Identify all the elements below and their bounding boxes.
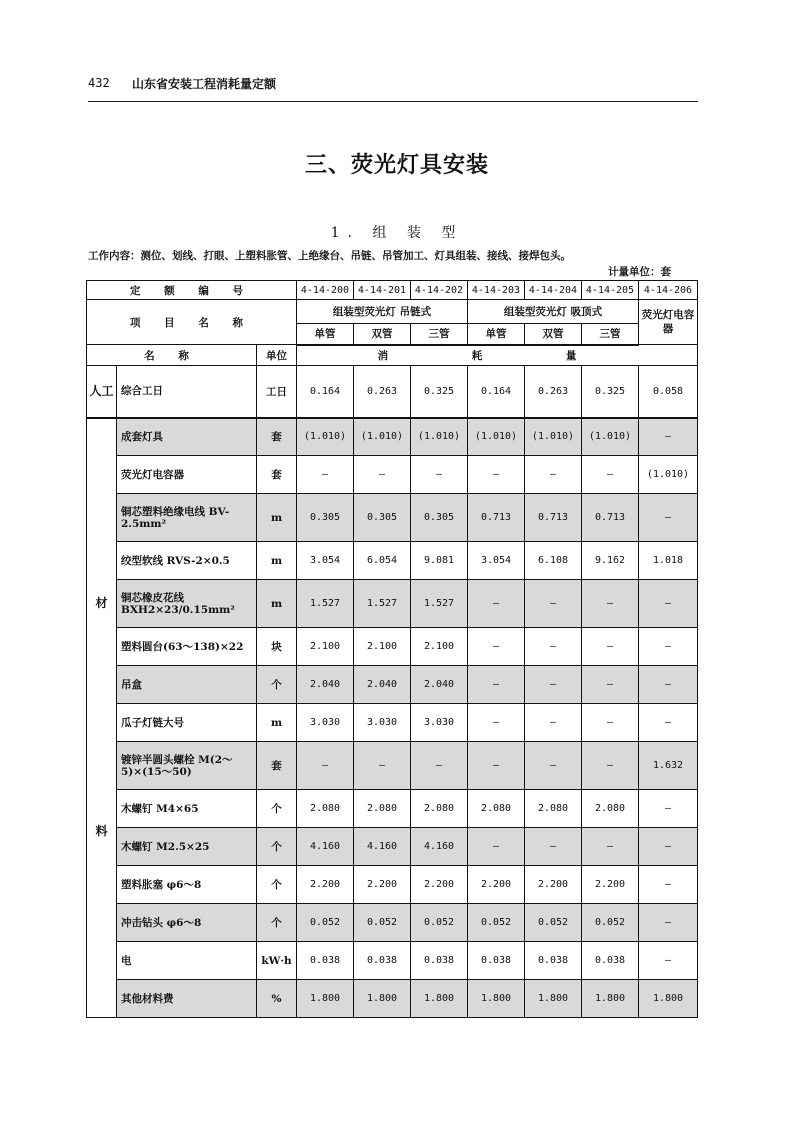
material-value: 2.080 (582, 790, 639, 828)
category-material-top: 材 (95, 595, 108, 610)
item-label: 项 目 名 称 (87, 300, 297, 345)
material-value: 0.305 (411, 494, 468, 542)
material-value: 1.018 (639, 542, 698, 580)
group-pendant: 组装型荧光灯 吊链式 (297, 300, 468, 324)
material-value: 1.527 (297, 580, 354, 628)
material-value: 2.200 (297, 866, 354, 904)
material-row (87, 666, 698, 704)
material-value: — (525, 580, 582, 628)
material-name: 铜芯橡皮花线 BXH2×23/0.15mm² (117, 580, 257, 628)
section-title: 三、荧光灯具安装 (304, 153, 489, 178)
material-value: 0.038 (297, 942, 354, 980)
material-value: 2.100 (411, 628, 468, 666)
unit-header: 单位 (257, 345, 297, 366)
code-cell: 4-14-202 (411, 281, 468, 300)
material-value: — (354, 456, 411, 494)
sub-cell: 三管 (582, 324, 639, 345)
material-value: 1.800 (411, 980, 468, 1018)
material-value: 3.030 (297, 704, 354, 742)
material-value: — (639, 580, 698, 628)
material-value: — (297, 456, 354, 494)
material-value: 1.800 (354, 980, 411, 1018)
material-unit: 套 (257, 418, 297, 456)
material-value: 1.800 (639, 980, 698, 1018)
material-value: — (525, 742, 582, 790)
material-value: (1.010) (639, 456, 698, 494)
material-name: 成套灯具 (117, 418, 257, 456)
material-name: 绞型软线 RVS-2×0.5 (117, 542, 257, 580)
sub-cell: 双管 (525, 324, 582, 345)
sub-cell: 单管 (468, 324, 525, 345)
material-row (87, 866, 698, 904)
material-value: — (468, 456, 525, 494)
material-row (87, 494, 698, 542)
material-value: (1.010) (411, 418, 468, 456)
material-value: (1.010) (468, 418, 525, 456)
material-name: 塑料胀塞 φ6～8 (117, 866, 257, 904)
material-value: — (525, 666, 582, 704)
material-name: 镀锌半圆头螺栓 M(2～5)×(15～50) (117, 742, 257, 790)
quota-table (86, 280, 698, 1018)
material-value: 2.100 (297, 628, 354, 666)
material-unit: m (257, 494, 297, 542)
group-row (87, 300, 698, 324)
material-name: 瓜子灯链大号 (117, 704, 257, 742)
labor-unit: 工日 (257, 366, 297, 418)
material-unit: 套 (257, 742, 297, 790)
code-label: 定 额 编 号 (87, 281, 297, 300)
code-cell: 4-14-204 (525, 281, 582, 300)
category-material (87, 418, 117, 1018)
material-value: 0.052 (411, 904, 468, 942)
material-value: 1.527 (411, 580, 468, 628)
material-value: 2.200 (468, 866, 525, 904)
book-title: 山东省安装工程消耗量定额 (132, 77, 277, 91)
material-value: — (639, 628, 698, 666)
material-name: 荧光灯电容器 (117, 456, 257, 494)
material-name: 其他材料费 (117, 980, 257, 1018)
material-row (87, 542, 698, 580)
material-value: — (525, 828, 582, 866)
material-unit: 个 (257, 828, 297, 866)
material-value: — (582, 666, 639, 704)
labor-value: 0.164 (468, 366, 525, 418)
measure-unit: 计量单位：套 (608, 266, 671, 278)
material-row (87, 456, 698, 494)
material-unit: kW·h (257, 942, 297, 980)
material-value: 4.160 (411, 828, 468, 866)
column-header-row (87, 345, 698, 366)
material-value: 0.052 (525, 904, 582, 942)
material-row (87, 742, 698, 790)
material-unit: % (257, 980, 297, 1018)
work-content: 工作内容：测位、划线、打眼、上塑料胀管、上绝缘台、吊链、吊管加工、灯具组装、接线、接焊包头。 (88, 250, 571, 262)
material-unit: m (257, 704, 297, 742)
material-value: — (639, 904, 698, 942)
material-value: 0.052 (354, 904, 411, 942)
material-unit: 个 (257, 790, 297, 828)
material-value: 2.080 (525, 790, 582, 828)
material-row (87, 580, 698, 628)
material-name: 电 (117, 942, 257, 980)
material-value: 0.038 (411, 942, 468, 980)
material-value: — (468, 828, 525, 866)
material-row (87, 980, 698, 1018)
material-value: 2.200 (411, 866, 468, 904)
code-cell: 4-14-200 (297, 281, 354, 300)
material-value: 0.305 (297, 494, 354, 542)
labor-value: 0.164 (297, 366, 354, 418)
material-value: — (639, 666, 698, 704)
material-value: — (354, 742, 411, 790)
material-value: 0.038 (468, 942, 525, 980)
material-row (87, 704, 698, 742)
material-value: 2.040 (297, 666, 354, 704)
material-row (87, 628, 698, 666)
material-value: 0.038 (354, 942, 411, 980)
material-unit: m (257, 542, 297, 580)
material-unit: m (257, 580, 297, 628)
code-cell: 4-14-206 (639, 281, 698, 300)
material-name: 塑料圆台(63～138)×22 (117, 628, 257, 666)
material-value: — (468, 704, 525, 742)
material-name: 铜芯塑料绝缘电线 BV-2.5mm² (117, 494, 257, 542)
material-value: 1.800 (468, 980, 525, 1018)
material-value: — (468, 742, 525, 790)
material-value: 3.030 (411, 704, 468, 742)
material-value: 2.200 (582, 866, 639, 904)
material-value: 2.080 (354, 790, 411, 828)
material-value: 1.527 (354, 580, 411, 628)
sub-cell: 三管 (411, 324, 468, 345)
group-ceiling: 组装型荧光灯 吸顶式 (468, 300, 639, 324)
code-cell: 4-14-205 (582, 281, 639, 300)
material-unit: 个 (257, 666, 297, 704)
labor-value: 0.263 (354, 366, 411, 418)
material-value: — (411, 456, 468, 494)
subsection-title: 1. 组 装 型 (330, 225, 464, 241)
material-value: — (468, 628, 525, 666)
material-value: 0.305 (354, 494, 411, 542)
material-value: 6.054 (354, 542, 411, 580)
material-name: 吊盒 (117, 666, 257, 704)
material-value: — (582, 456, 639, 494)
material-value: 3.054 (468, 542, 525, 580)
material-value: 0.713 (525, 494, 582, 542)
code-cell: 4-14-203 (468, 281, 525, 300)
material-unit: 块 (257, 628, 297, 666)
material-value: (1.010) (582, 418, 639, 456)
material-value: 2.080 (297, 790, 354, 828)
material-value: 2.040 (411, 666, 468, 704)
sub-cell: 单管 (297, 324, 354, 345)
name-header: 名 称 (87, 345, 257, 366)
material-value: 6.108 (525, 542, 582, 580)
material-value: (1.010) (297, 418, 354, 456)
material-row (87, 418, 698, 456)
material-unit: 个 (257, 866, 297, 904)
material-value: 0.713 (582, 494, 639, 542)
code-row (87, 281, 698, 300)
material-value: 2.100 (354, 628, 411, 666)
labor-row (87, 366, 698, 418)
material-value: (1.010) (525, 418, 582, 456)
material-value: 0.052 (297, 904, 354, 942)
material-value: — (639, 494, 698, 542)
material-value: 3.030 (354, 704, 411, 742)
material-value: — (297, 742, 354, 790)
material-value: — (639, 418, 698, 456)
group-capacitor: 荧光灯电容器 (639, 300, 698, 345)
labor-name: 综合工日 (117, 366, 257, 418)
material-unit: 套 (257, 456, 297, 494)
category-labor: 人工 (87, 366, 117, 418)
material-value: 2.200 (354, 866, 411, 904)
material-value: — (639, 866, 698, 904)
material-row (87, 790, 698, 828)
material-value: — (639, 790, 698, 828)
material-value: 4.160 (297, 828, 354, 866)
material-row (87, 942, 698, 980)
material-name: 木螺钉 M2.5×25 (117, 828, 257, 866)
category-material-bottom: 料 (95, 823, 108, 838)
material-value: 1.800 (297, 980, 354, 1018)
labor-value: 0.325 (582, 366, 639, 418)
material-value: — (639, 828, 698, 866)
sub-cell: 双管 (354, 324, 411, 345)
labor-value: 0.058 (639, 366, 698, 418)
material-value: 2.080 (468, 790, 525, 828)
material-value: 0.038 (525, 942, 582, 980)
material-value: — (525, 456, 582, 494)
material-value: 0.038 (582, 942, 639, 980)
material-value: — (639, 942, 698, 980)
material-unit: 个 (257, 904, 297, 942)
material-value: — (525, 628, 582, 666)
labor-value: 0.263 (525, 366, 582, 418)
material-value: 1.800 (525, 980, 582, 1018)
material-value: — (639, 704, 698, 742)
material-value: 3.054 (297, 542, 354, 580)
material-value: — (582, 828, 639, 866)
material-value: — (582, 742, 639, 790)
labor-value: 0.325 (411, 366, 468, 418)
consumption-header: 消 耗 量 (297, 345, 698, 366)
material-value: — (582, 704, 639, 742)
header-rule (88, 101, 698, 102)
material-value: 4.160 (354, 828, 411, 866)
code-cell: 4-14-201 (354, 281, 411, 300)
material-value: 2.200 (525, 866, 582, 904)
material-value: 2.040 (354, 666, 411, 704)
page-header (88, 70, 698, 100)
material-value: 9.162 (582, 542, 639, 580)
material-value: — (411, 742, 468, 790)
material-value: 9.081 (411, 542, 468, 580)
material-value: — (525, 704, 582, 742)
material-value: 1.800 (582, 980, 639, 1018)
material-value: — (582, 580, 639, 628)
material-value: 0.713 (468, 494, 525, 542)
material-row (87, 828, 698, 866)
page-number: 432 (88, 76, 110, 90)
material-name: 冲击钻头 φ6～8 (117, 904, 257, 942)
material-row (87, 904, 698, 942)
material-value: — (468, 666, 525, 704)
material-value: 2.080 (411, 790, 468, 828)
material-name: 木螺钉 M4×65 (117, 790, 257, 828)
material-value: (1.010) (354, 418, 411, 456)
material-value: 0.052 (582, 904, 639, 942)
material-value: 1.632 (639, 742, 698, 790)
material-value: — (582, 628, 639, 666)
material-value: 0.052 (468, 904, 525, 942)
material-value: — (468, 580, 525, 628)
